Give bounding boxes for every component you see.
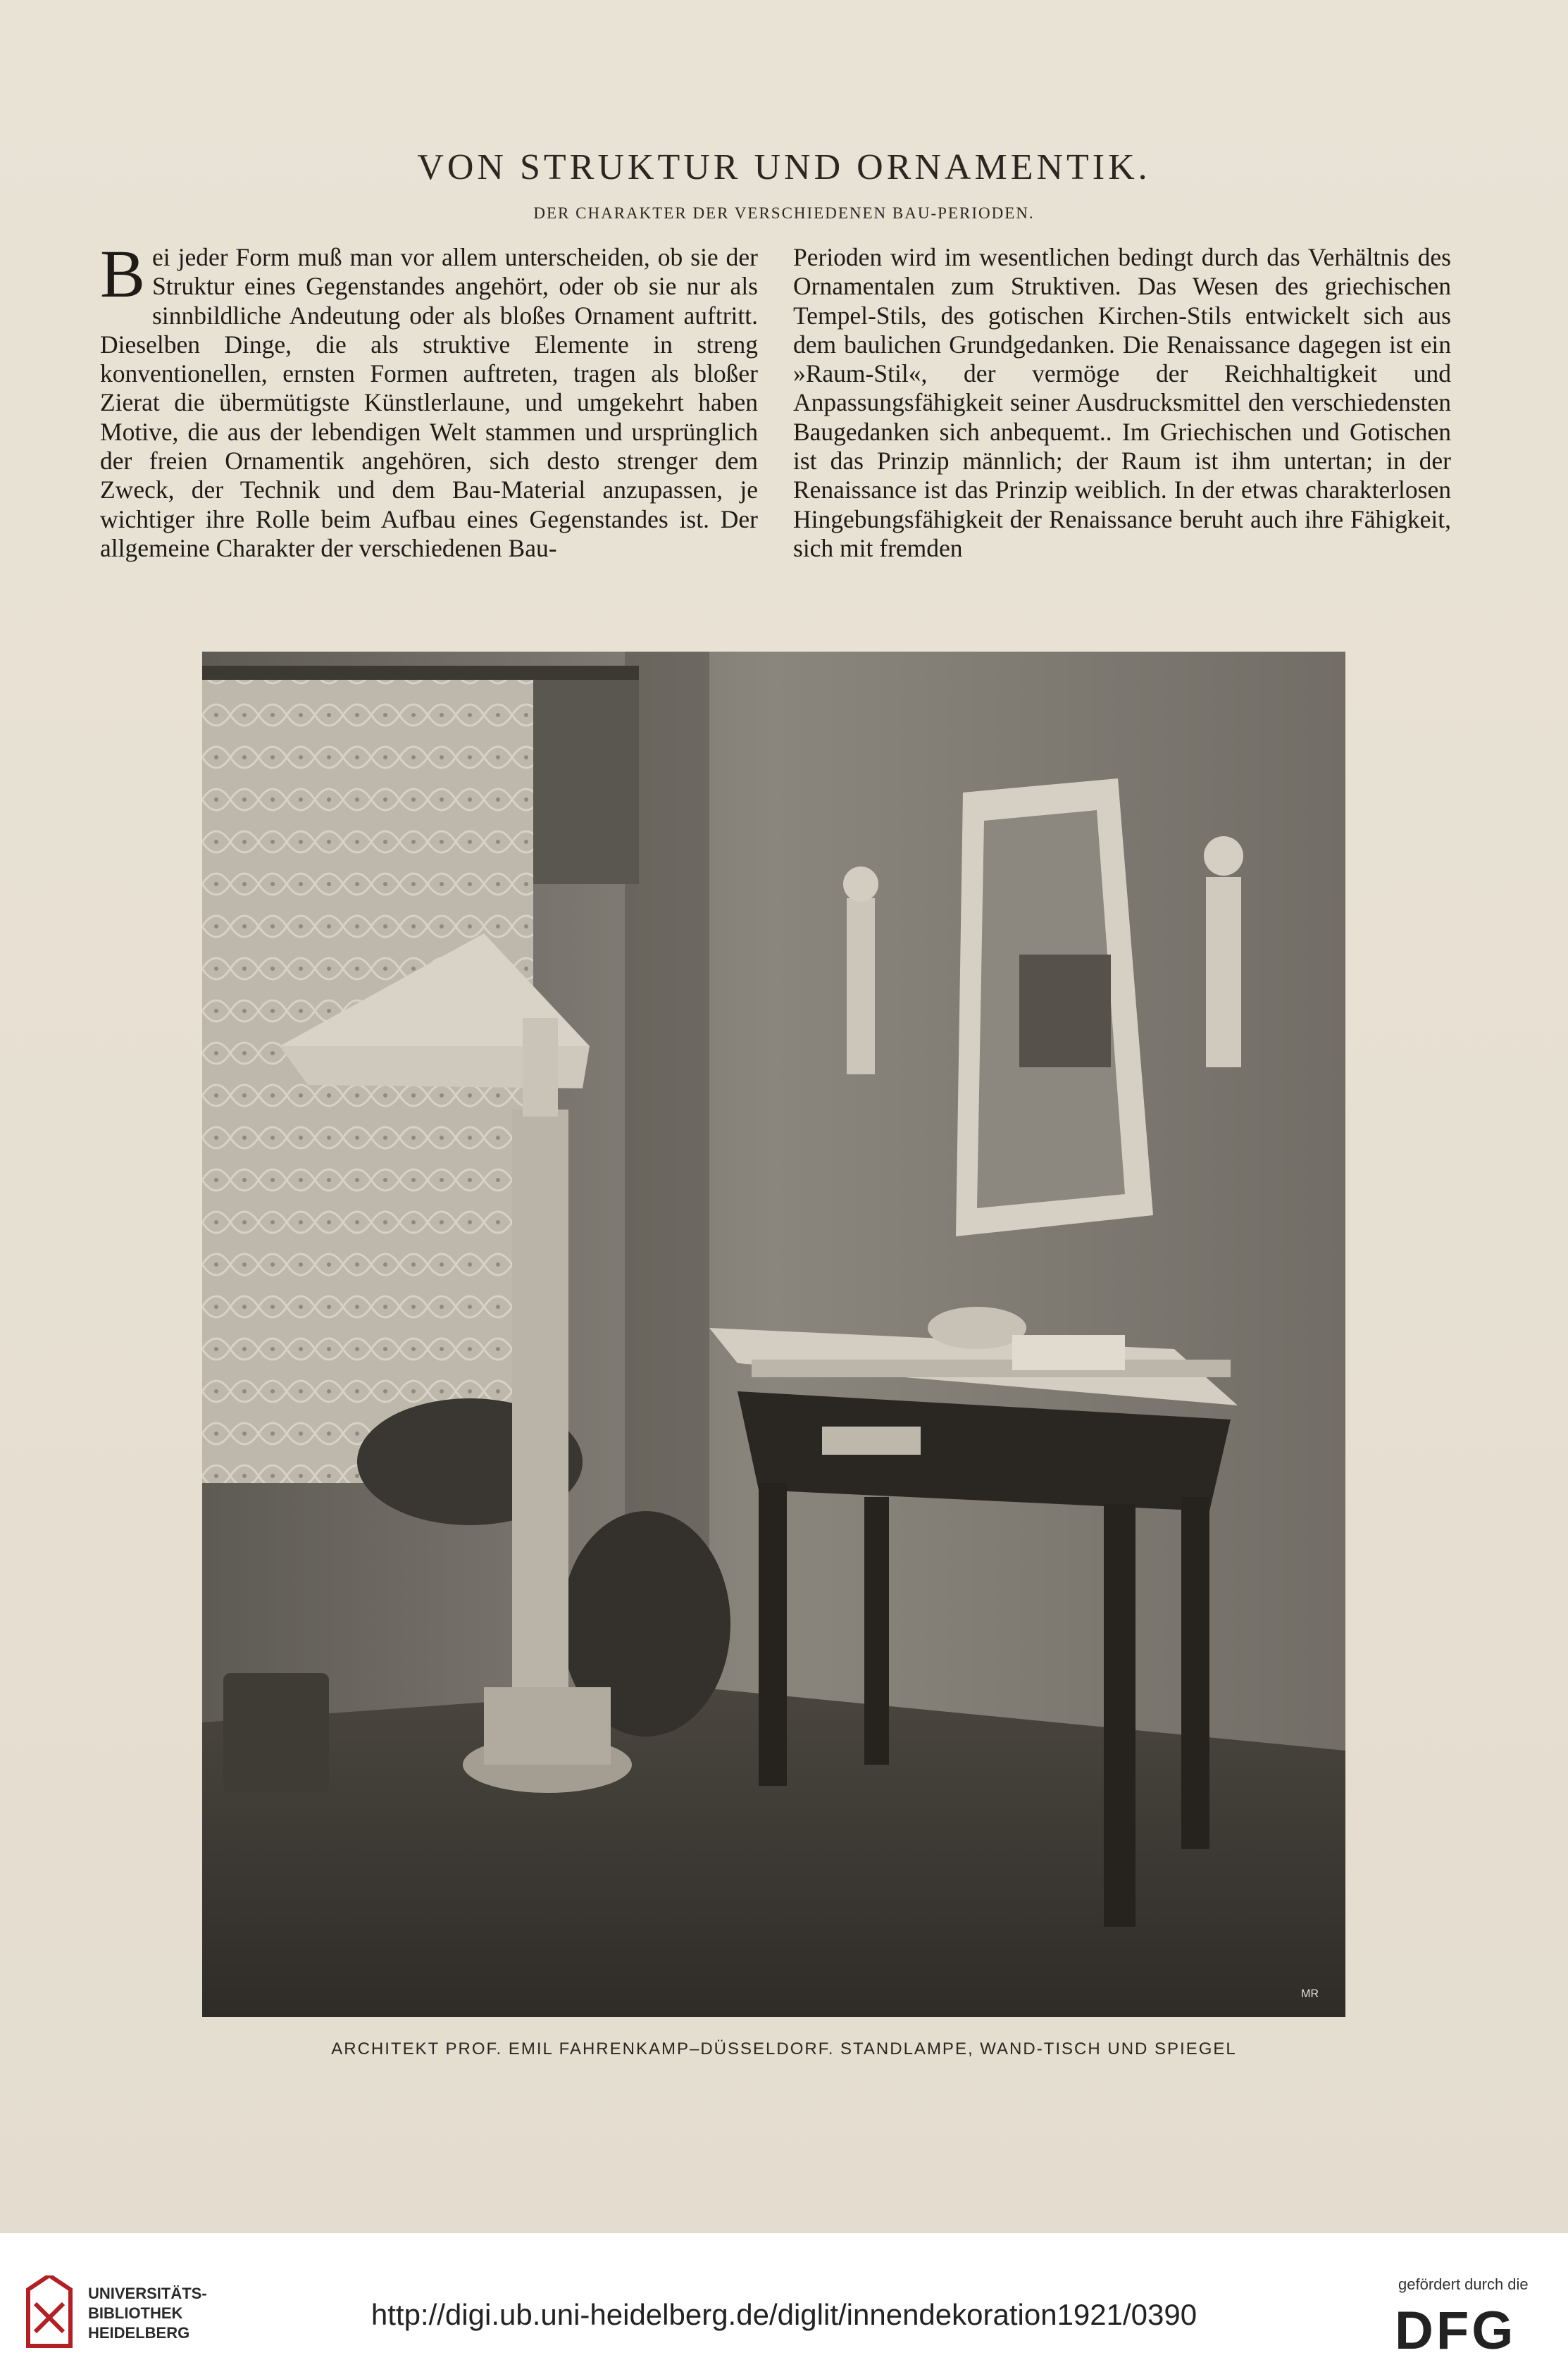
funding-note: gefördert durch die [1398,2275,1529,2293]
photo-monogram: MR [1301,1988,1319,2000]
article-subtitle: DER CHARAKTER DER VERSCHIEDENEN BAU-PERIODEN. [533,204,1035,222]
photo-caption: ARCHITEKT PROF. EMIL FAHRENKAMP–DÜSSELDORF. STANDLAMPE, WAND-TISCH UND SPIEGEL [331,2039,1237,2058]
university-name: UNIVERSITÄTS- BIBLIOTHEK HEIDELBERG [88,2285,207,2342]
text-column-left [100,243,758,609]
digitization-footer [0,2233,1568,2379]
text-column-right [793,243,1451,609]
interior-photograph [202,652,1345,2017]
drop-cap: B [100,243,146,311]
dfg-logo: DFG [1395,2301,1517,2361]
right-column-text: Perioden wird im wesentlichen bedingt durch das Verhältnis des Ornamentalen zum Struktiven. Das Wesen des griechischen Tempel-Stils, des gotischen Kirchen-Stils entwickelt sich aus dem baulichen Grundgedanken. Die Renaissance dagegen ist ein »Raum-Stil«, der vermöge der Reichhaltigkeit und Anpassungsfähigkeit seiner Ausdrucksmittel den verschiedensten Baugedanken sich anbequemt.. Im Griechischen und Gotischen ist das Prinzip männlich; der Raum ist ihm untertan; in der Renaissance ist das Prinzip weiblich. In der etwas charakterlosen Hingebungsfähigkeit der Renaissance beruht auch ihre Fähigkeit, sich mit fremden [793,243,1451,562]
left-column-text: ei jeder Form muß man vor allem unterscheiden, ob sie der Struktur eines Gegenstandes angehört, oder ob sie nur als sinnbildliche Andeutung oder als bloßes Ornament auftritt. Dieselben Dinge, die als struktive Elemente in streng konventionellen, ernsten Formen auftreten, tragen als bloßer Zierat die übermütigste Künstlerlaune, und umgekehrt haben Motive, die aus der lebendigen Welt stammen und ursprünglich der freien Ornamentik angehören, sich desto strenger dem Zweck, der Technik und dem Bau-Material anzupassen, je wichtiger ihre Rolle beim Aufbau eines Gegenstandes ist. Der allgemeine Charakter der verschiedenen Bau- [100,243,758,562]
permalink[interactable]: http://digi.ub.uni-heidelberg.de/diglit/innendekoration1921/0390 [371,2298,1197,2331]
article-title: VON STRUKTUR UND ORNAMENTIK. [417,147,1151,187]
